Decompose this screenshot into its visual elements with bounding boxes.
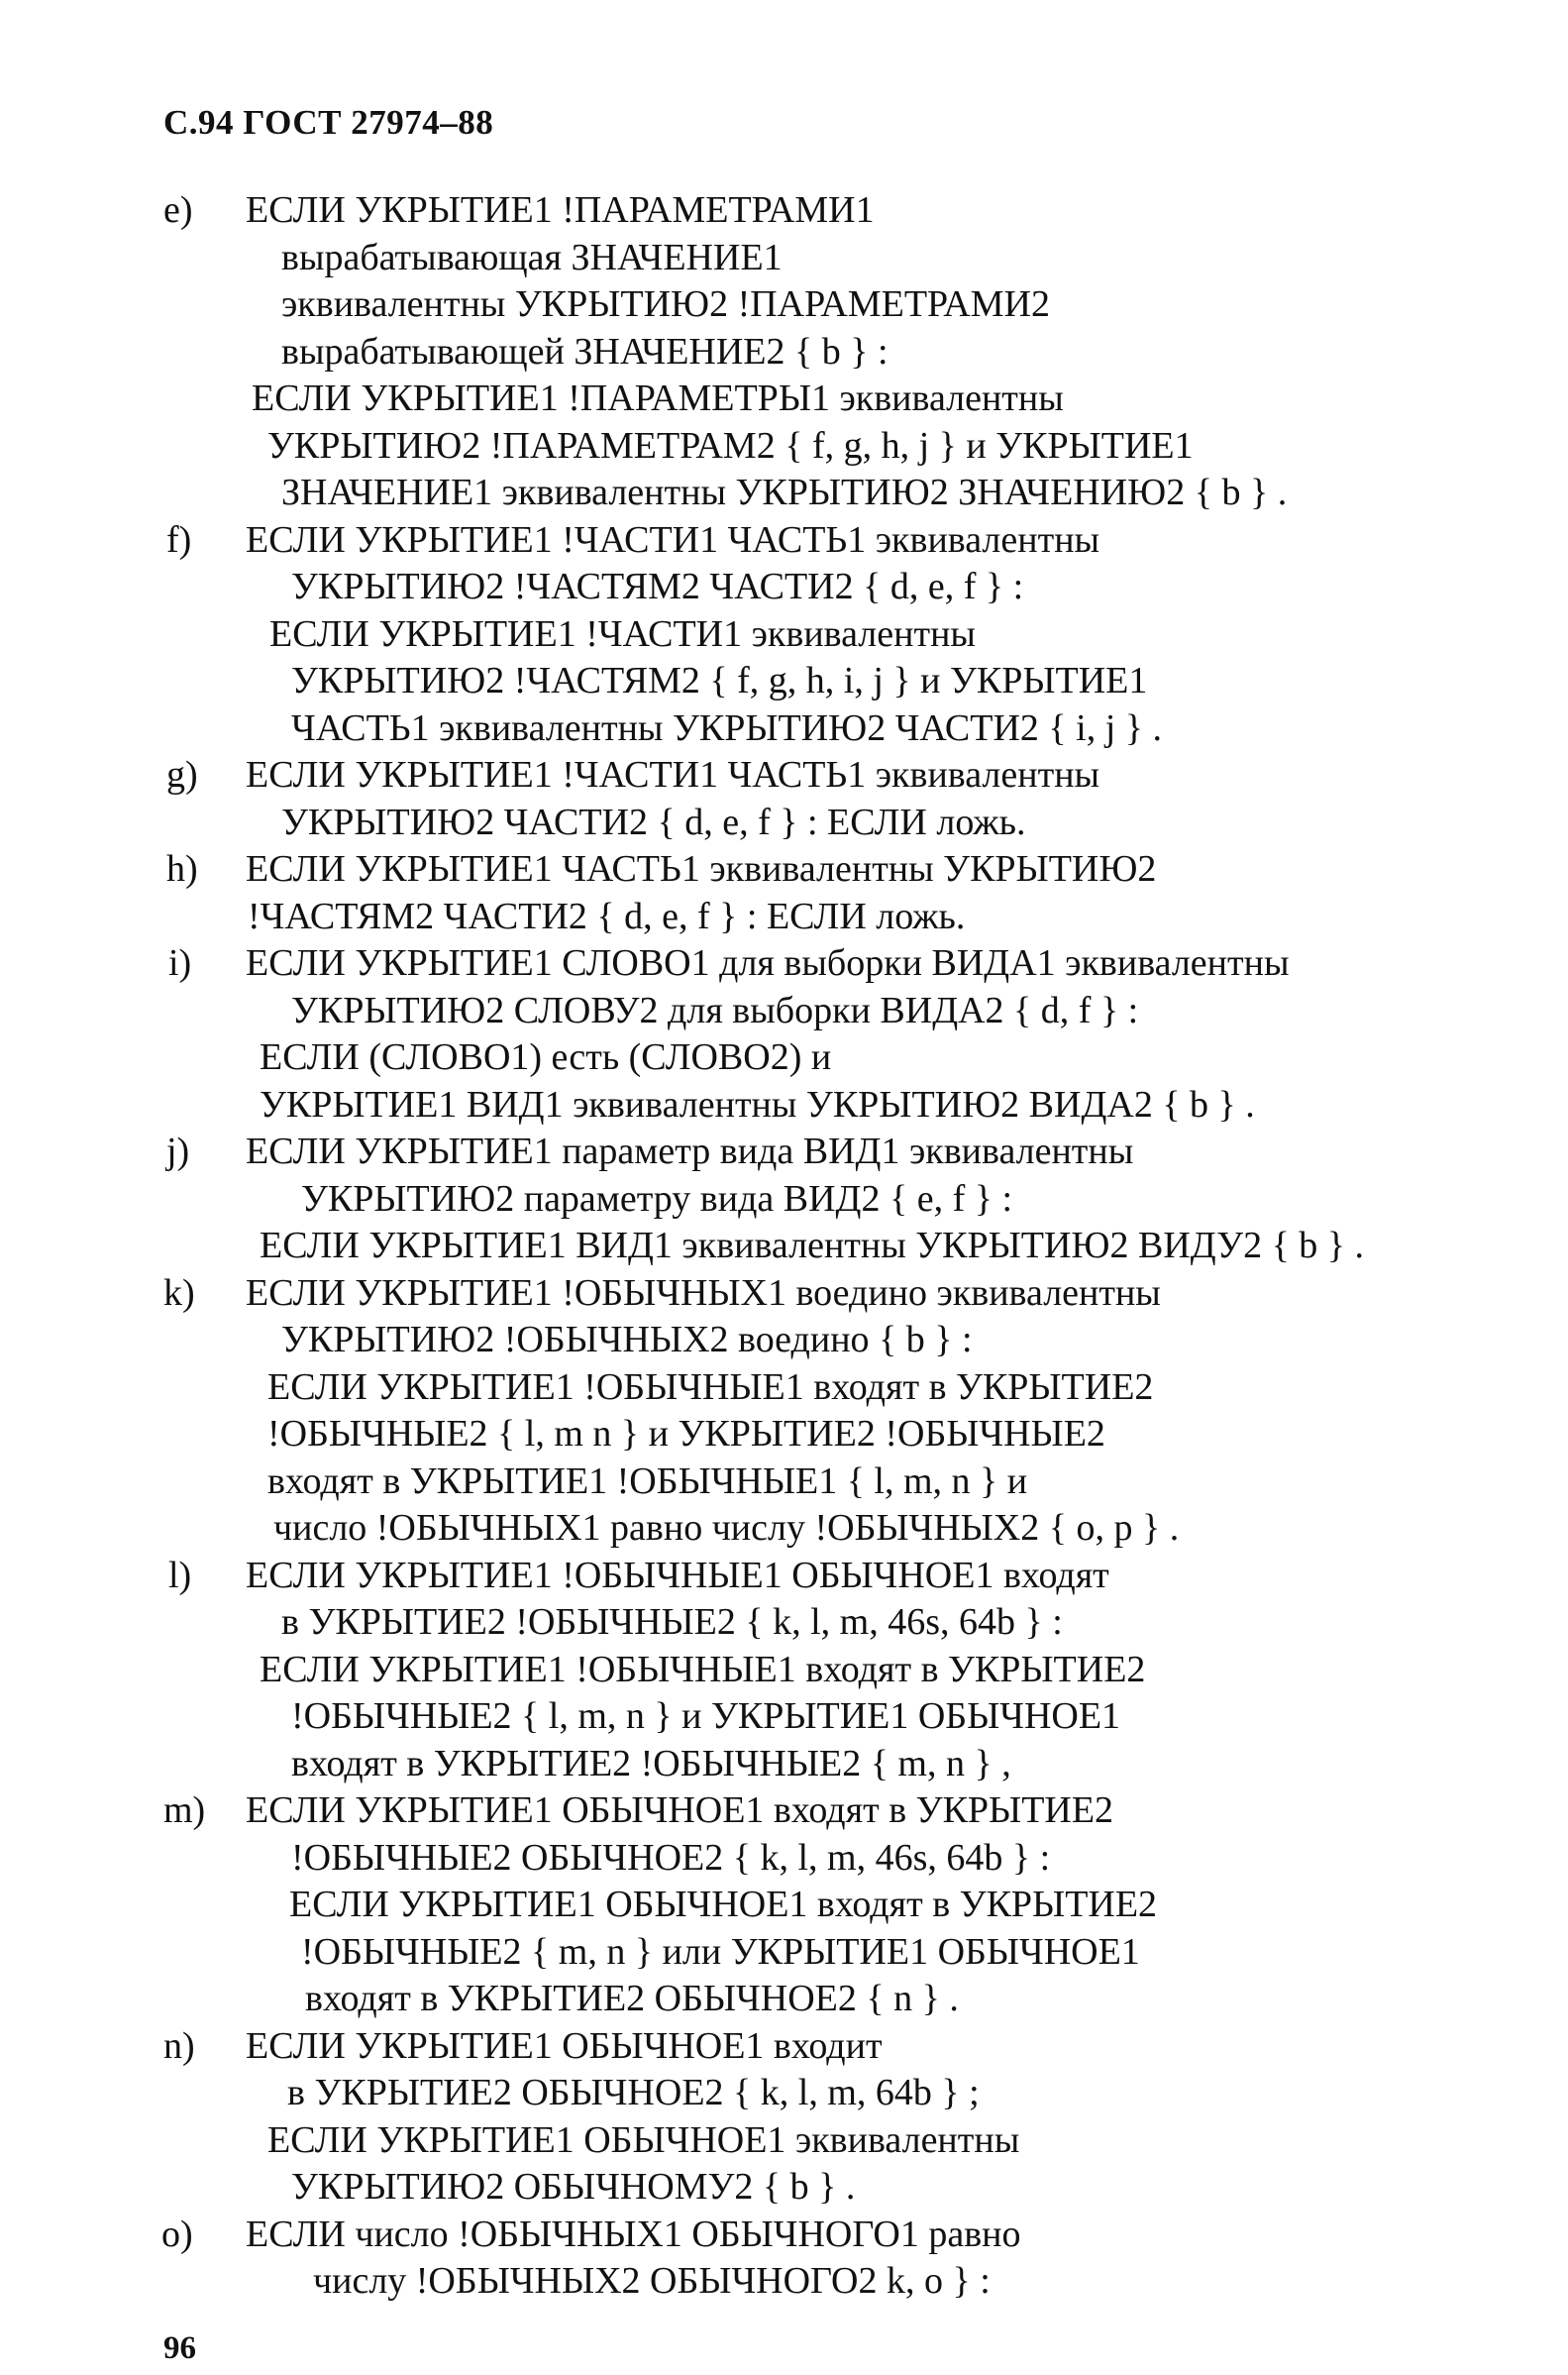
rule-line: ЕСЛИ УКРЫТИЕ1 ОБЫЧНОЕ1 входят в УКРЫТИЕ2 bbox=[289, 1884, 1158, 1925]
rule-line: в УКРЫТИЕ2 ОБЫЧНОЕ2 { k, l, m, 64b } ; bbox=[287, 2072, 980, 2113]
rule-line: ЕСЛИ УКРЫТИЕ1 ВИД1 эквивалентны УКРЫТИЮ2 ВИДУ2 { b } . bbox=[260, 1225, 1365, 1266]
rule-line: ЗНАЧЕНИЕ1 эквивалентны УКРЫТИЮ2 ЗНАЧЕНИЮ2 { b } . bbox=[281, 472, 1288, 513]
rule-line: УКРЫТИЮ2 !ЧАСТЯМ2 { f, g, h, i, j } и УКРЫТИЕ1 bbox=[291, 660, 1148, 702]
rule-line: ЕСЛИ УКРЫТИЕ1 параметр вида ВИД1 эквивалентны bbox=[246, 1131, 1134, 1172]
rule-line: ЕСЛИ УКРЫТИЕ1 !ЧАСТИ1 эквивалентны bbox=[269, 612, 976, 655]
item-label: o) bbox=[161, 2213, 193, 2255]
rule-line: УКРЫТИЕ1 ВИД1 эквивалентны УКРЫТИЮ2 ВИДА2 { b } . bbox=[260, 1083, 1255, 1126]
rule-line: ЕСЛИ УКРЫТИЕ1 !ЧАСТИ1 ЧАСТЬ1 эквивалентны bbox=[246, 754, 1100, 796]
rule-line: !ОБЫЧНЫЕ2 { l, m, n } и УКРЫТИЕ1 ОБЫЧНОЕ1 bbox=[291, 1695, 1121, 1737]
rule-line: !ОБЫЧНЫЕ2 ОБЫЧНОЕ2 { k, l, m, 46s, 64b } : bbox=[291, 1836, 1051, 1879]
rule-line: ЕСЛИ (СЛОВО1) есть (СЛОВО2) и bbox=[260, 1036, 832, 1078]
item-label: n) bbox=[163, 2024, 195, 2067]
rule-line: входят в УКРЫТИЕ1 !ОБЫЧНЫЕ1 { l, m, n } и bbox=[267, 1459, 1028, 1502]
rule-line: !ОБЫЧНЫЕ2 { m, n } или УКРЫТИЕ1 ОБЫЧНОЕ1 bbox=[301, 1930, 1140, 1973]
rule-line: ЕСЛИ УКРЫТИЕ1 ОБЫЧНОЕ1 входят в УКРЫТИЕ2 bbox=[246, 1789, 1114, 1831]
rule-line: ЕСЛИ УКРЫТИЕ1 !ПАРАМЕТРЫ1 эквивалентны bbox=[252, 378, 1064, 419]
rule-line: УКРЫТИЮ2 !ПАРАМЕТРАМ2 { f, g, h, j } и УКРЫТИЕ1 bbox=[267, 424, 1194, 467]
item-label: f) bbox=[166, 518, 192, 561]
rule-line: входят в УКРЫТИЕ2 !ОБЫЧНЫЕ2 { m, n } , bbox=[291, 1742, 1011, 1784]
rule-line: вырабатывающей ЗНАЧЕНИЕ2 { b } : bbox=[281, 330, 889, 373]
rule-line: ЕСЛИ УКРЫТИЕ1 ОБЫЧНОЕ1 входит bbox=[246, 2024, 883, 2067]
rule-line: ЕСЛИ УКРЫТИЕ1 !ПАРАМЕТРАМИ1 bbox=[246, 189, 875, 231]
item-label: l) bbox=[168, 1554, 192, 1596]
rule-line: УКРЫТИЮ2 СЛОВУ2 для выборки ВИДА2 { d, f } : bbox=[291, 989, 1139, 1031]
rule-line: УКРЫТИЮ2 ЧАСТИ2 { d, e, f } : ЕСЛИ ложь. bbox=[281, 801, 1026, 843]
rule-line: ЕСЛИ УКРЫТИЕ1 !ОБЫЧНЫЕ1 ОБЫЧНОЕ1 входят bbox=[246, 1554, 1109, 1596]
rule-line: ЕСЛИ УКРЫТИЕ1 !ОБЫЧНЫЕ1 входят в УКРЫТИЕ2 bbox=[267, 1365, 1154, 1408]
rule-line: вырабатывающая ЗНАЧЕНИЕ1 bbox=[281, 236, 783, 278]
item-label: h) bbox=[166, 848, 198, 890]
rule-line: УКРЫТИЮ2 !ЧАСТЯМ2 ЧАСТИ2 { d, e, f } : bbox=[291, 566, 1024, 607]
rule-line: ЕСЛИ УКРЫТИЕ1 СЛОВО1 для выборки ВИДА1 эквивалентны bbox=[246, 942, 1290, 984]
rule-line: ЕСЛИ число !ОБЫЧНЫХ1 ОБЫЧНОГО1 равно bbox=[246, 2213, 1021, 2255]
rule-line: УКРЫТИЮ2 параметру вида ВИД2 { e, f } : bbox=[301, 1177, 1013, 1220]
rule-line: числу !ОБЫЧНЫХ2 ОБЫЧНОГО2 k, o } : bbox=[313, 2260, 991, 2302]
page-header: С.94 ГОСТ 27974–88 bbox=[163, 103, 494, 142]
item-label: e) bbox=[163, 189, 193, 231]
rule-line: ЕСЛИ УКРЫТИЕ1 !ОБЫЧНЫЕ1 входят в УКРЫТИЕ2 bbox=[260, 1648, 1146, 1690]
item-label: i) bbox=[168, 942, 192, 984]
rule-line: УКРЫТИЮ2 !ОБЫЧНЫХ2 воедино { b } : bbox=[281, 1319, 973, 1360]
rule-line: ЕСЛИ УКРЫТИЕ1 !ОБЫЧНЫХ1 воедино эквивалентны bbox=[246, 1271, 1161, 1314]
rule-line: ЕСЛИ УКРЫТИЕ1 !ЧАСТИ1 ЧАСТЬ1 эквивалентны bbox=[246, 518, 1100, 561]
page-number: 96 bbox=[163, 2330, 196, 2366]
item-label: g) bbox=[166, 754, 198, 796]
rule-line: ЧАСТЬ1 эквивалентны УКРЫТИЮ2 ЧАСТИ2 { i, j } . bbox=[291, 706, 1163, 749]
rule-line: !ОБЫЧНЫЕ2 { l, m n } и УКРЫТИЕ2 !ОБЫЧНЫЕ2 bbox=[267, 1413, 1105, 1455]
item-label: j) bbox=[166, 1131, 190, 1172]
rule-line: эквивалентны УКРЫТИЮ2 !ПАРАМЕТРАМИ2 bbox=[281, 283, 1050, 325]
rule-line: ЕСЛИ УКРЫТИЕ1 ОБЫЧНОЕ1 эквивалентны bbox=[267, 2118, 1020, 2161]
item-label: k) bbox=[163, 1271, 195, 1314]
rule-line: ЕСЛИ УКРЫТИЕ1 ЧАСТЬ1 эквивалентны УКРЫТИЮ2 bbox=[246, 848, 1157, 890]
rule-line: в УКРЫТИЕ2 !ОБЫЧНЫЕ2 { k, l, m, 46s, 64b } : bbox=[281, 1601, 1063, 1643]
rule-line: число !ОБЫЧНЫХ1 равно числу !ОБЫЧНЫХ2 { o, p } . bbox=[273, 1507, 1180, 1549]
rule-line: !ЧАСТЯМ2 ЧАСТИ2 { d, e, f } : ЕСЛИ ложь. bbox=[248, 895, 966, 937]
rule-line: УКРЫТИЮ2 ОБЫЧНОМУ2 { b } . bbox=[291, 2166, 856, 2208]
rule-line: входят в УКРЫТИЕ2 ОБЫЧНОЕ2 { n } . bbox=[305, 1978, 959, 2019]
item-label: m) bbox=[163, 1789, 206, 1831]
